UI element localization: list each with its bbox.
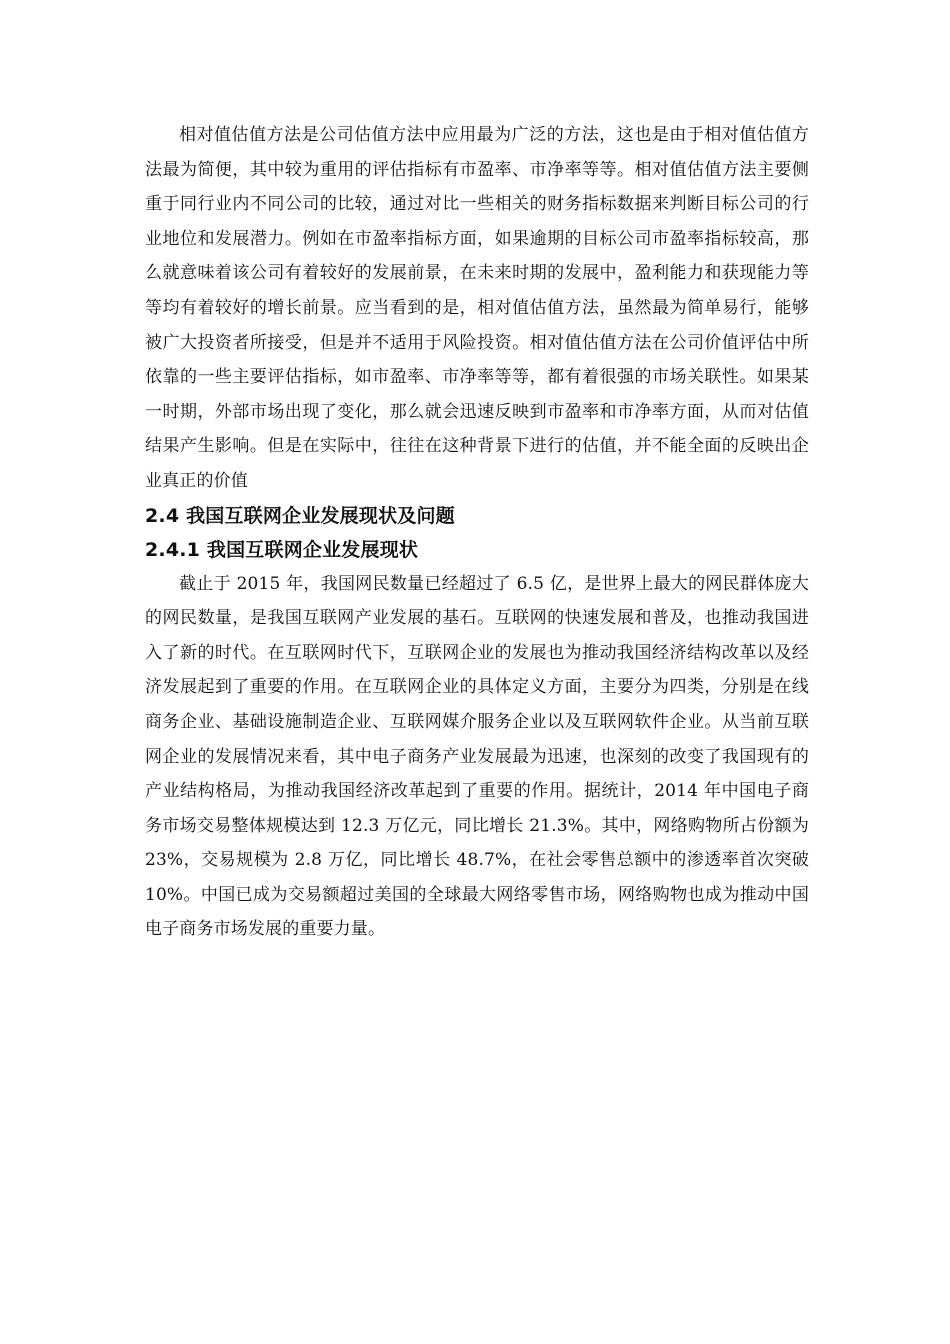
body-paragraph: 相对值估值方法是公司估值方法中应用最为广泛的方法，这也是由于相对值估值方法最为简便，其中较为重用的评估指标有市盈率、市净率等等。相对值估值方法主要侧重于同行业内不同公司的比较，通过对比一些相关的财务指标数据来判断目标公司的行业地位和发展潜力。例如在市盈率指标方面，如果逾期的目标公司市盈率指标较高，那么就意味着该公司有着较好的发展前景，在未来时期的发展中，盈利能力和获现能力等等均有着较好的增长前景。应当看到的是，相对值估值方法，虽然最为简单易行，能够被广大投资者所接受，但是并不适用于风险投资。相对值估值方法在公司价值评估中所依靠的一些主要评估指标，如市盈率、市净率等等，都有着很强的市场关联性。如果某一时期，外部市场出现了变化，那么就会迅速反映到市盈率和市净率方面，从而对估值结果产生影响。但是在实际中，往往在这种背景下进行的估值，并不能全面的反映出企业真正的价值 [145, 125, 809, 491]
page-content [145, 118, 809, 947]
section-heading: 2.4 我国互联网企业发展现状及问题 [145, 504, 455, 527]
body-paragraph: 截止于 2015 年，我国网民数量已经超过了 6.5 亿，是世界上最大的网民群体庞大的网民数量，是我国互联网产业发展的基石。互联网的快速发展和普及，也推动我国进入了新的时代。在互联网时代下，互联网企业的发展也为推动我国经济结构改革以及经济发展起到了重要的作用。在互联网企业的具体定义方面，主要分为四类，分别是在线商务企业、基础设施制造企业、互联网媒介服务企业以及互联网软件企业。从当前互联网企业的发展情况来看，其中电子商务产业发展最为迅速，也深刻的改变了我国现有的产业结构格局，为推动我国经济改革起到了重要的作用。据统计，2014 年中国电子商务市场交易整体规模达到 12.3 万亿元，同比增长 21.3%。其中，网络购物所占份额为 23%，交易规模为 2.8 万亿，同比增长 48.7%，在社会零售总额中的渗透率首次突破 10%。中国已成为交易额超过美国的全球最大网络零售市场，网络购物也成为推动中国电子商务市场发展的重要力量。 [145, 573, 809, 940]
subsection-heading: 2.4.1 我国互联网企业发展现状 [145, 538, 419, 561]
